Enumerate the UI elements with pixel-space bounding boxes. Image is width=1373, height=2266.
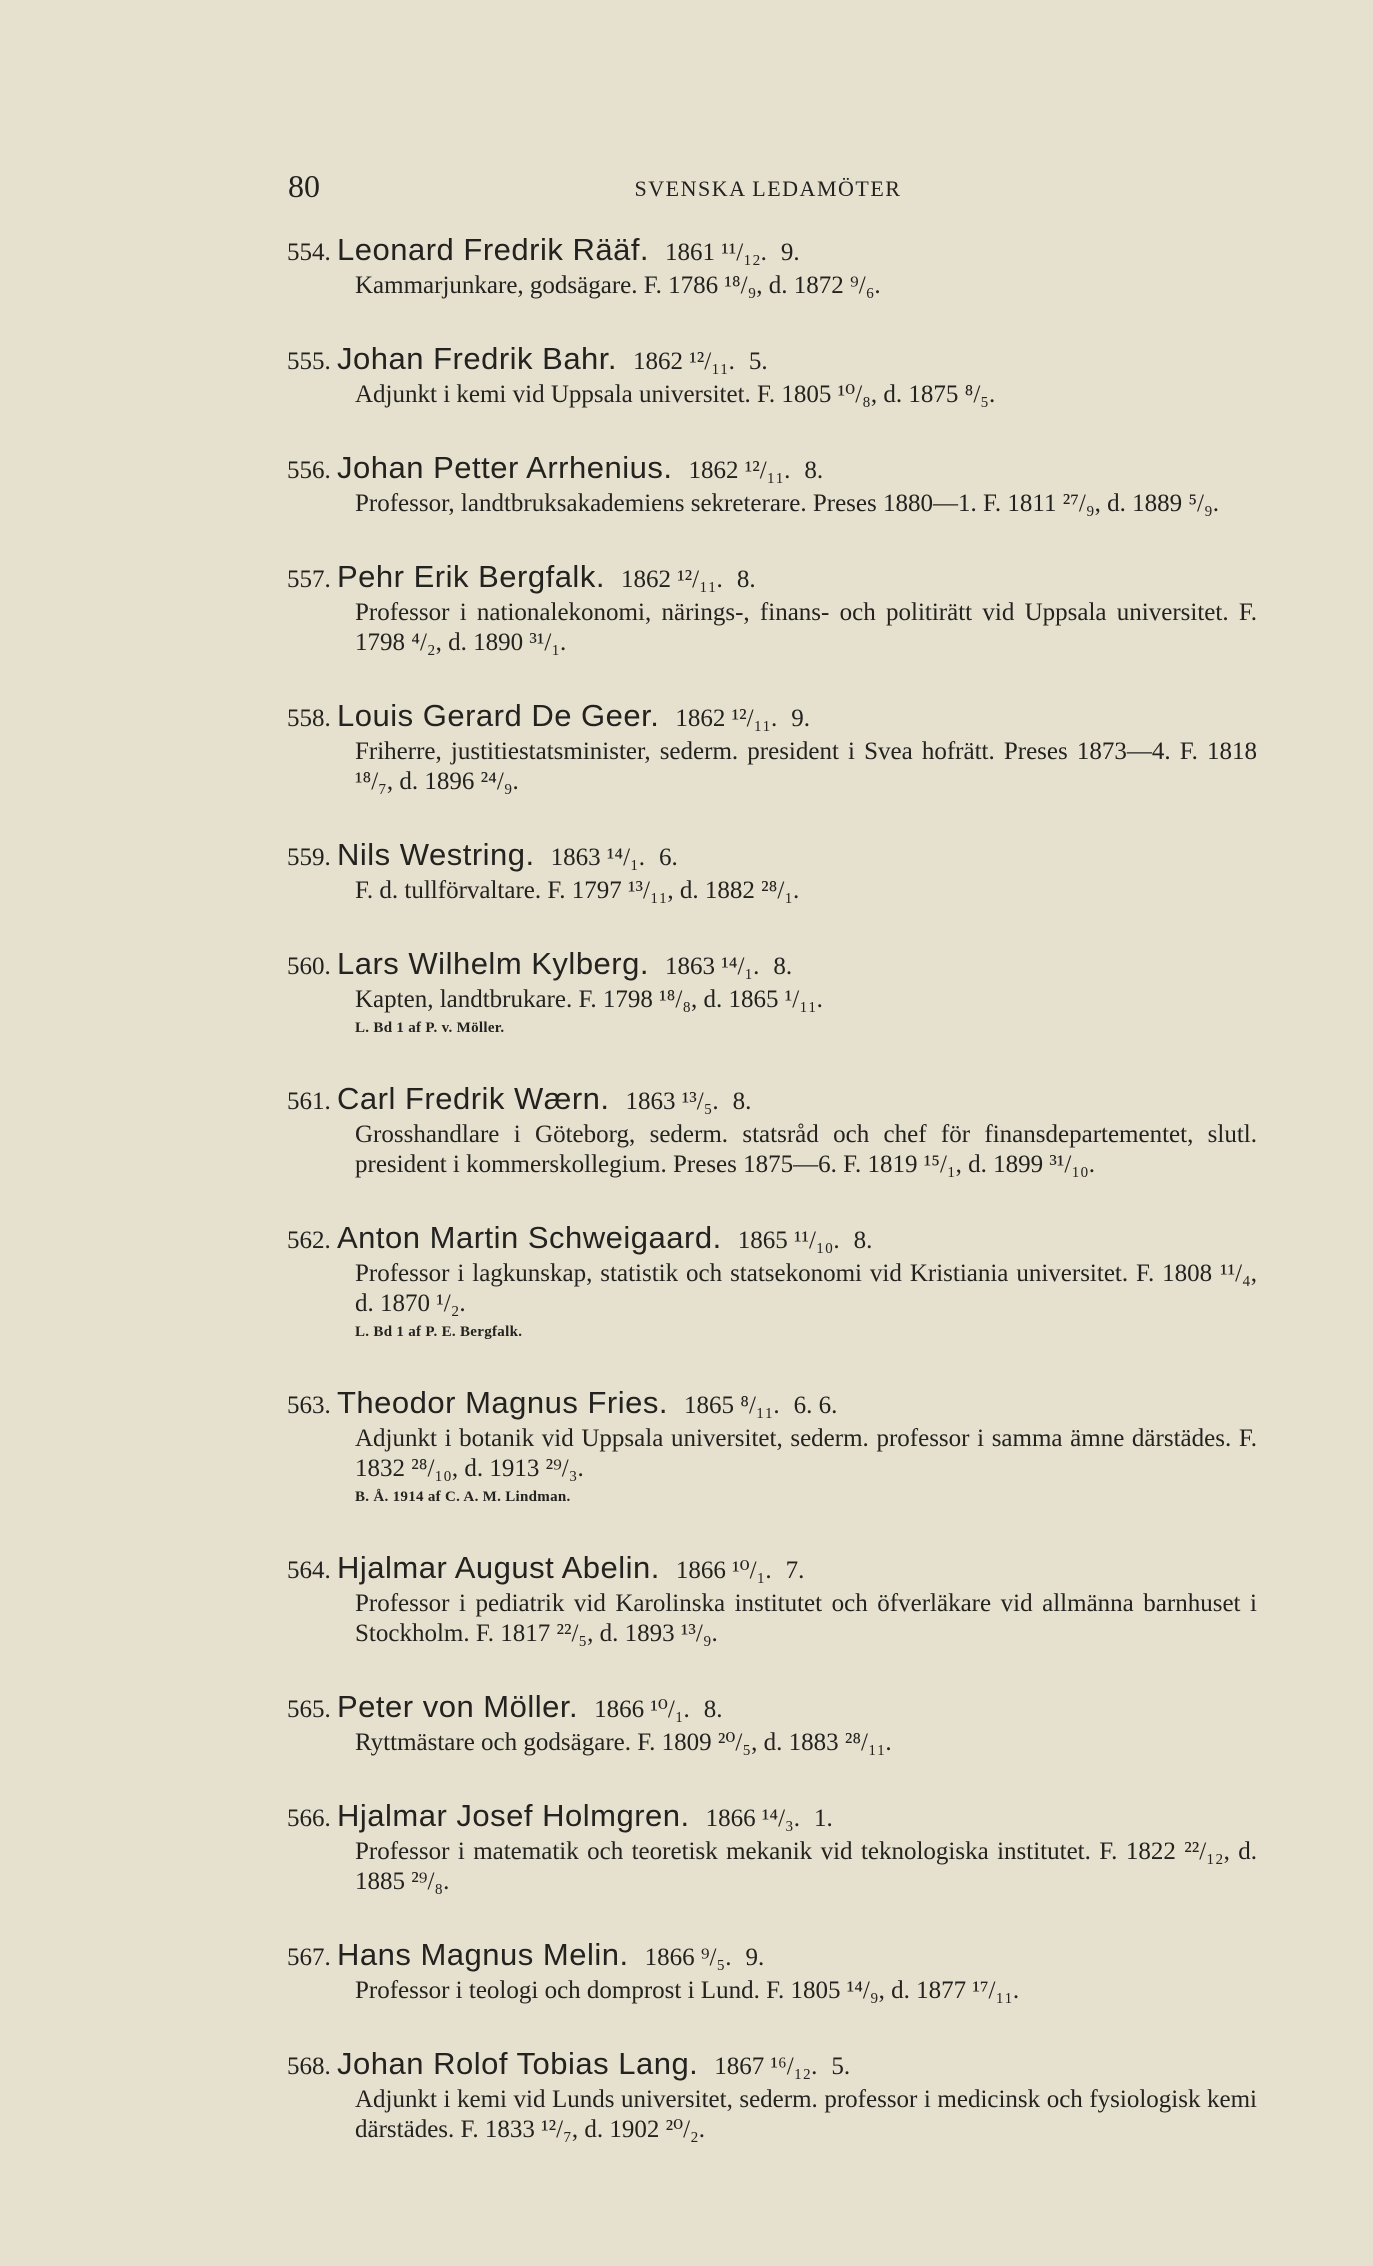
member-description: Professor i nationalekonomi, närings-, finans- och politirätt vid Uppsala universitet. F. 1798 ⁴/₂, d. 1890 ³¹/₁. (355, 599, 1257, 656)
class-number: 9. (791, 705, 811, 732)
class-number: 6. 6. (793, 1392, 838, 1419)
entry-heading (287, 450, 1257, 489)
member-name: Hjalmar August Abelin. (337, 1550, 660, 1585)
member-name: Leonard Fredrik Rääf. (337, 232, 650, 267)
entry-heading (287, 1689, 1257, 1728)
entry-number: 564. (287, 1557, 331, 1584)
entry-heading (287, 232, 1257, 271)
election-date: 1862 ¹²/₁₁. (633, 348, 735, 375)
member-entry (287, 450, 1257, 519)
member-description: Grosshandlare i Göteborg, sederm. statsråd och chef för finansdepartementet, slutl. president i kommerskollegium. Preses 1875—6. F. 1819 ¹⁵/₁, d. 1899 ³¹/₁₀. (355, 1121, 1257, 1178)
entry-heading (287, 698, 1257, 737)
election-date: 1866 ¹⁰/₁. (594, 1696, 690, 1723)
election-date: 1862 ¹²/₁₁. (688, 457, 791, 484)
class-number: 8. (853, 1227, 873, 1254)
member-name: Pehr Erik Bergfalk. (337, 559, 605, 594)
class-number: 8. (736, 566, 756, 593)
election-date: 1863 ¹⁴/₁. (550, 844, 646, 871)
member-description: Adjunkt i botanik vid Uppsala universitet, sederm. professor i samma ämne därstädes. F. 1832 ²⁸/₁₀, d. 1913 ²⁹/₃. (355, 1425, 1257, 1482)
member-name: Louis Gerard De Geer. (337, 698, 660, 733)
class-number: 9. (780, 239, 800, 266)
member-description: Professor i lagkunskap, statistik och statsekonomi vid Kristiania universitet. F. 1808 ¹¹/₄, d. 1870 ¹/₂. (355, 1260, 1257, 1317)
member-name: Peter von Möller. (337, 1689, 579, 1724)
entry-number: 556. (287, 457, 331, 484)
entry-heading (287, 341, 1257, 380)
class-number: 6. (659, 844, 678, 871)
entry-number: 563. (287, 1392, 331, 1419)
election-date: 1866 ⁹/₅. (644, 1944, 732, 1971)
member-name: Anton Martin Schweigaard. (337, 1220, 722, 1255)
member-name: Theodor Magnus Fries. (337, 1385, 668, 1420)
election-date: 1867 ¹⁶/₁₂. (714, 2053, 818, 2080)
member-entry (287, 1798, 1257, 1897)
member-description: F. d. tullförvaltare. F. 1797 ¹³/₁₁, d. 1882 ²⁸/₁. (355, 877, 800, 904)
election-date: 1866 ¹⁴/₃. (705, 1805, 800, 1832)
member-entry (287, 559, 1257, 658)
member-description: Ryttmästare och godsägare. F. 1809 ²⁰/₅, d. 1883 ²⁸/₁₁. (355, 1729, 892, 1756)
election-date: 1862 ¹²/₁₁. (675, 705, 778, 732)
election-date: 1865 ¹¹/₁₀. (737, 1227, 840, 1254)
entry-heading (287, 1081, 1257, 1120)
member-entry (287, 1220, 1257, 1345)
member-description: Professor i teologi och domprost i Lund. F. 1805 ¹⁴/₉, d. 1877 ¹⁷/₁₁. (355, 1977, 1020, 2004)
class-number: 1. (813, 1805, 833, 1832)
member-description: Kapten, landtbrukare. F. 1798 ¹⁸/₈, d. 1865 ¹/₁₁. (355, 986, 823, 1013)
class-number: 5. (831, 2053, 851, 2080)
member-description: Kammarjunkare, godsägare. F. 1786 ¹⁸/₉, d. 1872 ⁹/₆. (355, 272, 881, 299)
entry-heading (287, 2046, 1257, 2085)
entry-number: 557. (287, 566, 331, 593)
election-date: 1861 ¹¹/₁₂. (665, 239, 767, 266)
member-entry (287, 1385, 1257, 1510)
entry-number: 562. (287, 1227, 331, 1254)
class-number: 8. (703, 1696, 723, 1723)
member-description: Adjunkt i kemi vid Uppsala universitet. F. 1805 ¹⁰/₈, d. 1875 ⁸/₅. (355, 381, 996, 408)
entry-heading (287, 1798, 1257, 1837)
entry-number: 555. (287, 348, 331, 375)
literature-reference: L. Bd 1 af P. v. Möller. (355, 1020, 505, 1036)
literature-reference: B. Å. 1914 af C. A. M. Lindman. (355, 1489, 571, 1505)
entry-number: 568. (287, 2053, 331, 2080)
entry-number: 558. (287, 705, 331, 732)
class-number: 5. (748, 348, 768, 375)
election-date: 1863 ¹³/₅. (625, 1088, 719, 1115)
member-name: Lars Wilhelm Kylberg. (337, 946, 649, 981)
member-name: Johan Rolof Tobias Lang. (337, 2046, 699, 2081)
election-date: 1862 ¹²/₁₁. (620, 566, 723, 593)
member-description: Professor i matematik och teoretisk mekanik vid teknologiska institutet. F. 1822 ²²/₁₂, d. 1885 ²⁹/₈. (355, 1838, 1257, 1895)
entry-heading (287, 837, 1257, 876)
entry-number: 559. (287, 844, 331, 871)
entry-number: 567. (287, 1944, 331, 1971)
page-header (288, 168, 1248, 208)
member-entry (287, 232, 1257, 301)
class-number: 8. (804, 457, 824, 484)
member-description: Professor i pediatrik vid Karolinska institutet och öfverläkare vid allmänna barnhuset i Stockholm. F. 1817 ²²/₅, d. 1893 ¹³/₉. (355, 1590, 1257, 1647)
literature-reference: L. Bd 1 af P. E. Bergfalk. (355, 1324, 523, 1340)
member-entry (287, 698, 1257, 797)
member-entry (287, 946, 1257, 1041)
class-number: 8. (773, 953, 793, 980)
class-number: 8. (732, 1088, 752, 1115)
member-description: Professor, landtbruksakademiens sekreterare. Preses 1880—1. F. 1811 ²⁷/₉, d. 1889 ⁵/₉. (355, 490, 1219, 517)
election-date: 1866 ¹⁰/₁. (675, 1557, 772, 1584)
member-name: Nils Westring. (337, 837, 535, 872)
entry-heading (287, 1220, 1257, 1259)
member-entry (287, 1689, 1257, 1758)
member-name: Hans Magnus Melin. (337, 1937, 629, 1972)
class-number: 7. (785, 1557, 805, 1584)
member-name: Hjalmar Josef Holmgren. (337, 1798, 690, 1833)
entry-heading (287, 1937, 1257, 1976)
entry-number: 566. (287, 1805, 331, 1832)
entry-number: 565. (287, 1696, 331, 1723)
member-name: Johan Fredrik Bahr. (337, 341, 618, 376)
member-description: Friherre, justitiestatsminister, sederm. president i Svea hofrätt. Preses 1873—4. F. 1818 ¹⁸/₇, d. 1896 ²⁴/₉. (355, 738, 1257, 795)
entry-number: 554. (287, 239, 331, 266)
member-entry (287, 341, 1257, 410)
member-description: Adjunkt i kemi vid Lunds universitet, sederm. professor i medicinsk och fysiologisk kemi därstädes. F. 1833 ¹²/₇, d. 1902 ²⁰/₂. (355, 2086, 1257, 2143)
entry-heading (287, 559, 1257, 598)
entry-heading (287, 1385, 1257, 1424)
member-entries (287, 232, 1257, 2185)
entry-number: 561. (287, 1088, 331, 1115)
member-entry (287, 1550, 1257, 1649)
running-title: SVENSKA LEDAMÖTER (634, 176, 902, 201)
member-name: Johan Petter Arrhenius. (337, 450, 673, 485)
member-entry (287, 1081, 1257, 1180)
member-entry (287, 2046, 1257, 2145)
member-entry (287, 1937, 1257, 2006)
member-entry (287, 837, 1257, 906)
entry-heading (287, 946, 1257, 985)
class-number: 9. (745, 1944, 765, 1971)
election-date: 1865 ⁸/₁₁. (683, 1392, 780, 1419)
entry-number: 560. (287, 953, 331, 980)
entry-heading (287, 1550, 1257, 1589)
member-name: Carl Fredrik Wærn. (337, 1081, 610, 1116)
page-number: 80 (288, 168, 320, 204)
election-date: 1863 ¹⁴/₁. (664, 953, 760, 980)
